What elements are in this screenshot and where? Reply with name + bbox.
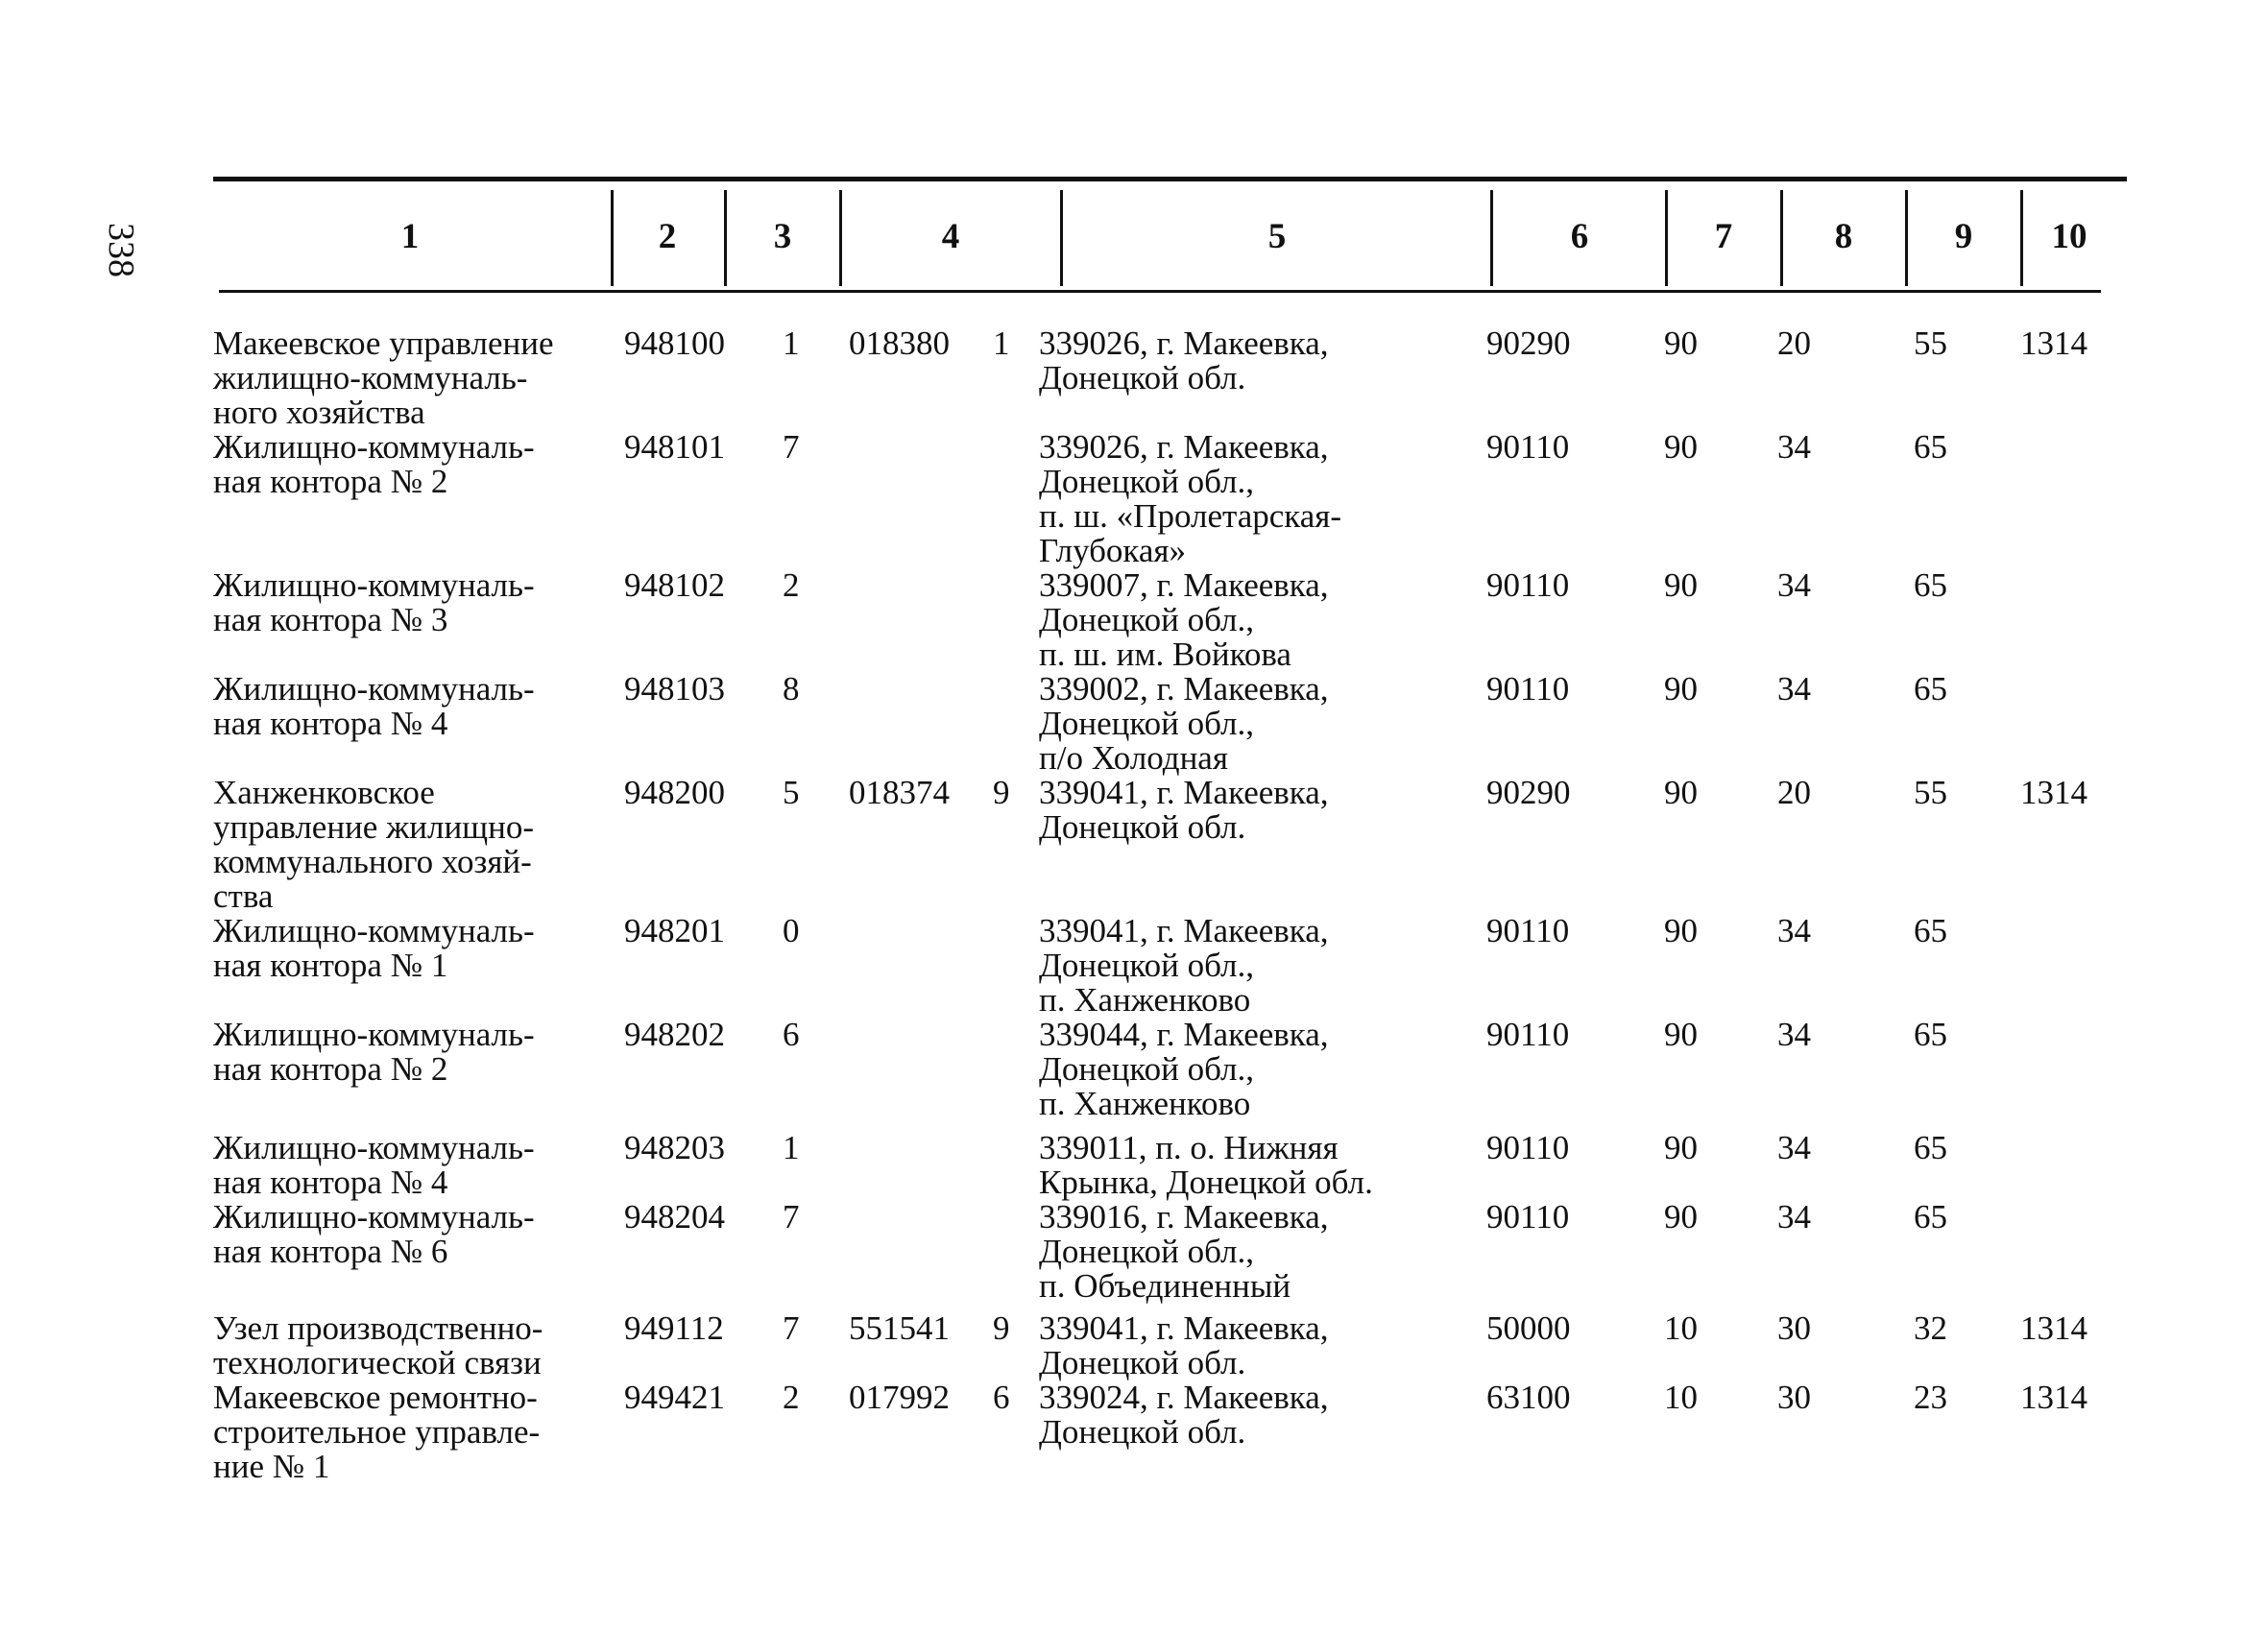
col-6-value: 90110 (1486, 566, 1570, 604)
col-8-value: 34 (1777, 670, 1811, 708)
code-check-digit: 2 (783, 566, 800, 604)
organization-code: 948202 (624, 1016, 725, 1053)
col-7-value: 10 (1664, 1379, 1698, 1416)
address: 339026, г. Макеевка, Донецкой обл., п. ш. «Пролетарская- Глубокая» (1039, 428, 1342, 569)
okpo-check-digit: 9 (993, 774, 1010, 811)
organization-code: 949112 (624, 1309, 724, 1347)
organization-name: Ханженковское управление жилищно- коммунального хозяй- ства (213, 774, 535, 915)
okpo-code: 018374 (849, 774, 950, 811)
column-divider (611, 190, 614, 286)
organization-code: 948203 (624, 1129, 725, 1166)
organization-name: Жилищно-коммуналь- ная контора № 4 (213, 1129, 535, 1201)
organization-name: Жилищно-коммуналь- ная контора № 6 (213, 1198, 535, 1270)
okpo-code: 018380 (849, 324, 950, 362)
address: 339041, г. Макеевка, Донецкой обл. (1039, 1309, 1329, 1381)
header-col-5: 5 (1267, 217, 1287, 256)
code-check-digit: 5 (783, 774, 800, 811)
header-col-1: 1 (400, 217, 420, 256)
header-col-2: 2 (658, 217, 677, 256)
col-9-value: 65 (1914, 670, 1947, 708)
col-6-value: 50000 (1486, 1309, 1571, 1347)
col-7-value: 90 (1664, 566, 1698, 604)
organization-name: Макеевское управление жилищно-коммуналь- ного хозяйства (213, 324, 554, 431)
page-number: 338 (101, 223, 141, 277)
col-8-value: 30 (1777, 1309, 1811, 1347)
header-col-9: 9 (1954, 217, 1973, 256)
column-divider (1665, 190, 1668, 286)
header-col-8: 8 (1834, 217, 1853, 256)
col-9-value: 65 (1914, 566, 1947, 604)
address: 339041, г. Макеевка, Донецкой обл., п. Ханженково (1039, 912, 1329, 1019)
col-8-value: 34 (1777, 1016, 1811, 1053)
okpo-code: 017992 (849, 1379, 950, 1416)
code-check-digit: 7 (783, 428, 800, 466)
address: 339016, г. Макеевка, Донецкой обл., п. Объединенный (1039, 1198, 1329, 1305)
code-check-digit: 1 (783, 324, 800, 362)
address: 339002, г. Макеевка, Донецкой обл., п/о Холодная (1039, 670, 1329, 777)
address: 339041, г. Макеевка, Донецкой обл. (1039, 774, 1329, 846)
organization-code: 948204 (624, 1198, 725, 1236)
address: 339011, п. о. Нижняя Крынка, Донецкой обл. (1039, 1129, 1373, 1201)
col-9-value: 65 (1914, 428, 1947, 466)
col-9-value: 55 (1914, 324, 1947, 362)
column-divider (1905, 190, 1908, 286)
col-6-value: 90110 (1486, 428, 1570, 466)
organization-code: 948102 (624, 566, 725, 604)
code-check-digit: 6 (783, 1016, 800, 1053)
col-7-value: 90 (1664, 912, 1698, 949)
address: 339044, г. Макеевка, Донецкой обл., п. Ханженково (1039, 1016, 1329, 1122)
col-6-value: 90110 (1486, 670, 1570, 708)
organization-code: 948101 (624, 428, 725, 466)
col-6-value: 90110 (1486, 1129, 1570, 1166)
code-check-digit: 7 (783, 1309, 800, 1347)
okpo-check-digit: 9 (993, 1309, 1010, 1347)
col-6-value: 90110 (1486, 912, 1570, 949)
col-9-value: 65 (1914, 1016, 1947, 1053)
header-col-7: 7 (1714, 217, 1733, 256)
header-col-4: 4 (941, 217, 960, 256)
address: 339026, г. Макеевка, Донецкой обл. (1039, 324, 1329, 396)
col-8-value: 34 (1777, 1198, 1811, 1236)
col-7-value: 90 (1664, 670, 1698, 708)
column-divider (1490, 190, 1493, 286)
table-top-rule (213, 177, 2127, 181)
column-divider (724, 190, 727, 286)
col-8-value: 34 (1777, 912, 1811, 949)
col-6-value: 90110 (1486, 1016, 1570, 1053)
col-7-value: 10 (1664, 1309, 1698, 1347)
col-9-value: 65 (1914, 912, 1947, 949)
header-col-3: 3 (773, 217, 792, 256)
code-check-digit: 1 (783, 1129, 800, 1166)
col-10-value: 1314 (2020, 1309, 2087, 1347)
header-col-6: 6 (1570, 217, 1589, 256)
col-7-value: 90 (1664, 324, 1698, 362)
col-7-value: 90 (1664, 1129, 1698, 1166)
code-check-digit: 2 (783, 1379, 800, 1416)
organization-name: Жилищно-коммуналь- ная контора № 3 (213, 566, 535, 638)
column-divider (2020, 190, 2023, 286)
organization-code: 948100 (624, 324, 725, 362)
col-6-value: 90290 (1486, 324, 1571, 362)
col-8-value: 34 (1777, 1129, 1811, 1166)
table-header-rule (219, 290, 2101, 293)
col-6-value: 90290 (1486, 774, 1571, 811)
col-8-value: 30 (1777, 1379, 1811, 1416)
col-9-value: 23 (1914, 1379, 1947, 1416)
okpo-check-digit: 6 (993, 1379, 1010, 1416)
col-7-value: 90 (1664, 1198, 1698, 1236)
organization-name: Макеевское ремонтно- строительное управле- ние № 1 (213, 1379, 541, 1485)
column-divider (839, 190, 842, 286)
code-check-digit: 0 (783, 912, 800, 949)
col-7-value: 90 (1664, 428, 1698, 466)
address: 339024, г. Макеевка, Донецкой обл. (1039, 1379, 1329, 1451)
okpo-code: 551541 (849, 1309, 950, 1347)
code-check-digit: 7 (783, 1198, 800, 1236)
header-col-10: 10 (2051, 217, 2087, 256)
organization-code: 948103 (624, 670, 725, 708)
col-6-value: 90110 (1486, 1198, 1570, 1236)
col-7-value: 90 (1664, 774, 1698, 811)
organization-code: 948200 (624, 774, 725, 811)
col-8-value: 20 (1777, 774, 1811, 811)
col-8-value: 34 (1777, 428, 1811, 466)
col-8-value: 34 (1777, 566, 1811, 604)
col-6-value: 63100 (1486, 1379, 1571, 1416)
col-9-value: 65 (1914, 1129, 1947, 1166)
address: 339007, г. Макеевка, Донецкой обл., п. ш. им. Войкова (1039, 566, 1329, 673)
okpo-check-digit: 1 (993, 324, 1010, 362)
code-check-digit: 8 (783, 670, 800, 708)
col-8-value: 20 (1777, 324, 1811, 362)
col-10-value: 1314 (2020, 774, 2087, 811)
col-10-value: 1314 (2020, 324, 2087, 362)
organization-name: Жилищно-коммуналь- ная контора № 2 (213, 428, 535, 500)
organization-name: Узел производственно- технологической связи (213, 1309, 543, 1381)
col-7-value: 90 (1664, 1016, 1698, 1053)
col-9-value: 55 (1914, 774, 1947, 811)
organization-name: Жилищно-коммуналь- ная контора № 1 (213, 912, 535, 984)
organization-name: Жилищно-коммуналь- ная контора № 2 (213, 1016, 535, 1088)
organization-code: 949421 (624, 1379, 725, 1416)
col-10-value: 1314 (2020, 1379, 2087, 1416)
column-divider (1060, 190, 1063, 286)
organization-name: Жилищно-коммуналь- ная контора № 4 (213, 670, 535, 742)
col-9-value: 65 (1914, 1198, 1947, 1236)
organization-code: 948201 (624, 912, 725, 949)
col-9-value: 32 (1914, 1309, 1947, 1347)
column-divider (1780, 190, 1783, 286)
